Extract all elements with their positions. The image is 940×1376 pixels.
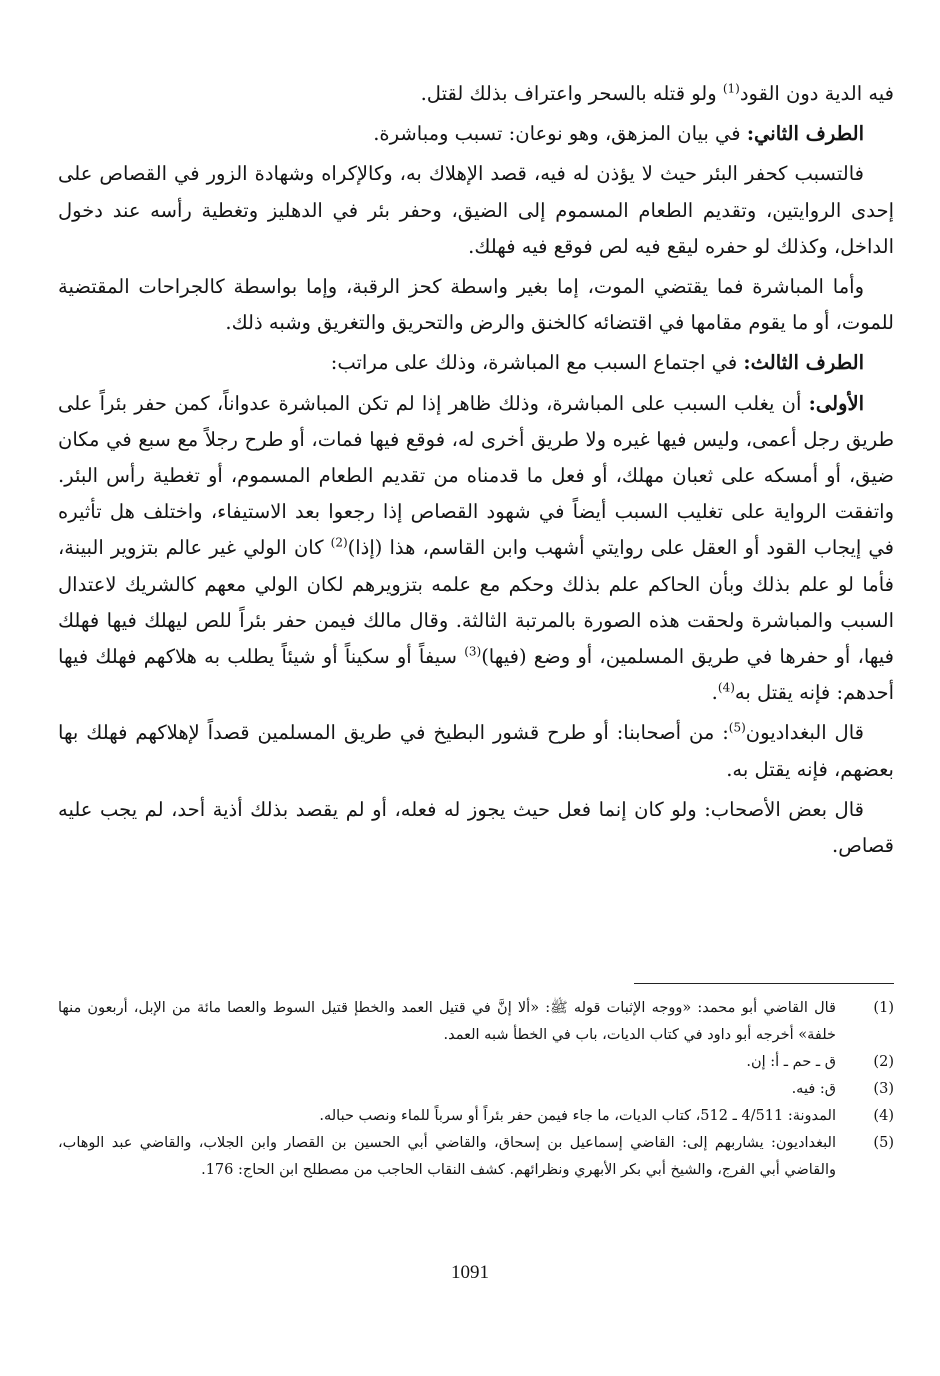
- footnote-number: (2): [873, 1054, 894, 1070]
- footnotes: [58, 995, 894, 1184]
- footnote-text: قال القاضي أبو محمد: «ووجه الإثبات قوله ﷺ: «ألا إنَّ في قتيل العمد والخطإ قتيل السوط والعصا مائة من الإبل، أربعون منها خلفة» أخرجه أبو داود في كتاب الديات، باب في الخطأ شبه العمد.: [58, 1000, 836, 1043]
- footnote-2: [58, 1049, 894, 1076]
- paragraph-1: [58, 76, 894, 112]
- main-text: [58, 76, 894, 864]
- footnote-number: (3): [873, 1081, 894, 1097]
- page-number: 1091: [451, 1262, 489, 1283]
- footnote-ref-3: (3): [464, 644, 482, 659]
- paragraph-7: [58, 715, 894, 787]
- section-term-3: الطرف الثالث:: [743, 351, 864, 375]
- paragraph-3: فالتسبب كحفر البئر حيث لا يؤذن له فيه، قصد الإهلاك به، وكالإكراه وشهادة الزور في القصاص على إحدى الروايتين، وتقديم الطعام المسموم إلى الضيق، وحفر بئر في الدهليز وتغطية رأسه عند دخول الداخل، وكذلك لو حفره ليقع فيه لص فوقع فيه فهلك.: [58, 162, 894, 258]
- paragraph-8: قال بعض الأصحاب: ولو كان إنما فعل حيث يجوز له فعله، أو لم يقصد بذلك أذية أحد، لم يجب عليه قصاص.: [58, 797, 894, 858]
- p2-text: في بيان المزهق، وهو نوعان: تسبب ومباشرة.: [373, 122, 747, 146]
- paragraph-2: [58, 116, 894, 152]
- paragraph-5: [58, 345, 894, 381]
- section-term-2: الطرف الثاني:: [746, 122, 864, 146]
- footnote-text: ق ـ حم ـ أ: إن.: [746, 1054, 836, 1070]
- footnote-5: [58, 1130, 894, 1184]
- footnote-4: [58, 1103, 894, 1130]
- footnote-divider: [634, 983, 894, 984]
- paragraph-4: وأما المباشرة فما يقتضي الموت، إما بغير واسطة كحز الرقبة، وإما بواسطة كالجراحات المقتضية للموت، أو ما يقوم مقامها في اقتضائه كالخنق والرض والتحريق والتغريق وشبه ذلك.: [58, 275, 894, 335]
- footnote-number: (1): [873, 1000, 894, 1016]
- footnote-text: ق: فيه.: [791, 1081, 836, 1097]
- p6-part-c: سيفاً أو سكيناً أو شيئاً يطلب به هلاكهم فهلك فيها أحدهم: فإنه يقتل به: [58, 645, 894, 705]
- footnote-number: (4): [873, 1108, 894, 1124]
- p6-end: .: [711, 681, 718, 705]
- p5-text: في اجتماع السبب مع المباشرة، وذلك على مراتب:: [330, 351, 744, 375]
- footnote-ref-4: (4): [717, 680, 735, 695]
- footnote-number: (5): [873, 1135, 894, 1151]
- p1-text: فيه الدية دون القود: [739, 82, 894, 105]
- p1-rest: ولو قتله بالسحر واعتراف بذلك لقتل.: [420, 82, 723, 105]
- paragraph-6: [58, 386, 894, 712]
- footnote-ref-1: (1): [722, 81, 740, 96]
- footnote-1: [58, 995, 894, 1049]
- p6-part-b: كان الولي غير عالم بتزوير البينة، فأما لو علم بذلك وبأن الحاكم علم بذلك وحكم مع علمه بتزويرهم لكان الولي معهم كالشريك لاعتدال السبب والمباشرة ولحقت هذه الصورة بالمرتبة الثالثة. وقال مالك فيمن حفر بئراً للص ليهلك فيها فهلك فيها، أو حفرها في طريق المسلمين، أو وضع (فيها): [58, 536, 894, 669]
- p6-part-a: أن يغلب السبب على المباشرة، وذلك ظاهر إذا لم تكن المباشرة عدواناً، كمن حفر بئراً على طريق رجل أعمى، وليس فيها غيره ولا طريق أخرى له، فوقع فيها فمات، أو طرح رجلاً مع سبع في مكان ضيق، أو أمسكه على ثعبان مهلك، أو فعل ما قدمناه من تقديم الطعام المسموم، أو تغطية رأس البئر. واتفقت الرواية على تغليب السبب أيضاً في شهود القصاص إذا رجعوا بعد الاستيفاء، واختلف هل تأثيره في إيجاب القود أو العقل على روايتي أشهب وابن القاسم، هذا (إذا): [58, 391, 894, 560]
- footnote-text: المدونة: 4/511 ـ 512، كتاب الديات، ما جاء فيمن حفر بئراً أو سرباً للماء ونصب حباله.: [319, 1108, 836, 1124]
- footnote-ref-5: (5): [728, 720, 746, 735]
- rank-term-1: الأولى:: [808, 391, 864, 415]
- footnote-text: البغداديون: يشاربهم إلى: القاضي إسماعيل بن إسحاق، والقاضي أبي الحسين بن القصار وابن الجلاب، والقاضي عبد الوهاب، والقاضي أبي الفرج، والشيخ أبي بكر الأبهري ونظرائهم. كشف النقاب الحاجب من مصطلح ابن الحاج: 176.: [58, 1135, 836, 1178]
- footnote-3: [58, 1076, 894, 1103]
- footnote-ref-2: (2): [330, 535, 348, 550]
- p7-part-a: قال البغداديون: [745, 721, 864, 745]
- p7-part-b: : من أصحابنا: أو طرح قشور البطيخ في طريق المسلمين قصداً لإهلاكهم فهلك بها بعضهم، فإنه يقتل به.: [58, 721, 894, 781]
